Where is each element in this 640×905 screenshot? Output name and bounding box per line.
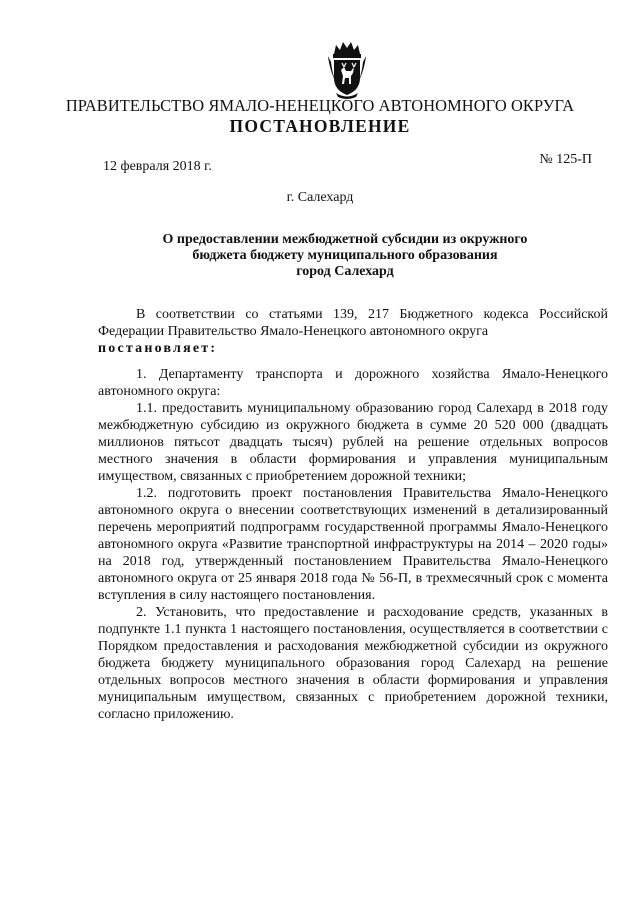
document-number: № 125-П	[539, 152, 592, 167]
document-date: 12 февраля 2018 г.	[103, 159, 212, 174]
paragraph-1-2: 1.2. подготовить проект постановления Правительства Ямало-Ненецкого автономного округа о внесении соответствующих изменений в детализированный перечень мероприятий подпрограмм государственной программы Ямало-Ненецкого автономного округа «Развитие транспортной инфраструктуры на 2014 – 2020 годы» на 2018 год, утвержденный постановлением Правительства Ямало-Ненецкого автономного округа от 25 января 2018 года № 56-П, в трехмесячный срок с момента вступления в силу настоящего постановления.	[98, 486, 608, 603]
organization-name: ПРАВИТЕЛЬСТВО ЯМАЛО-НЕНЕЦКОГО АВТОНОМНОГО ОКРУГА	[65, 96, 575, 115]
paragraph-1: 1. Департаменту транспорта и дорожного хозяйства Ямало-Ненецкого автономного округа:	[98, 367, 608, 399]
document-title	[130, 232, 560, 280]
document-city: г. Салехард	[286, 190, 354, 205]
title-line: О предоставлении межбюджетной субсидии из окружного	[162, 232, 528, 247]
preamble-paragraph: В соответствии со статьями 139, 217 Бюджетного кодекса Российской Федерации Правительство Ямало-Ненецкого автономного округа	[98, 307, 608, 339]
resolves-keyword: постановляет:	[98, 341, 218, 356]
title-line: бюджета бюджету муниципального образования	[192, 248, 498, 263]
document-type: ПОСТАНОВЛЕНИЕ	[229, 116, 411, 136]
coat-of-arms-icon	[326, 40, 368, 100]
paragraph-2: 2. Установить, что предоставление и расходование средств, указанных в подпункте 1.1 пункта 1 настоящего постановления, осуществляется в соответствии с Порядком предоставления и расходования межбюджетной субсидии из окружного бюджета бюджету муниципального образования город Салехард на решение отдельных вопросов местного значения в области формирования и управления муниципальным имуществом, связанных с приобретением дорожной техники, согласно приложению.	[98, 605, 608, 722]
paragraph-1-1: 1.1. предоставить муниципальному образованию город Салехард в 2018 году межбюджетную субсидию из окружного бюджета в сумме 20 520 000 (двадцать миллионов пятьсот двадцать тысяч) рублей на решение отдельных вопросов местного значения в области формирования и управления муниципальным имуществом, связанных с приобретением дорожной техники;	[98, 401, 608, 484]
document-body	[98, 306, 608, 723]
title-line: город Салехард	[296, 264, 394, 279]
